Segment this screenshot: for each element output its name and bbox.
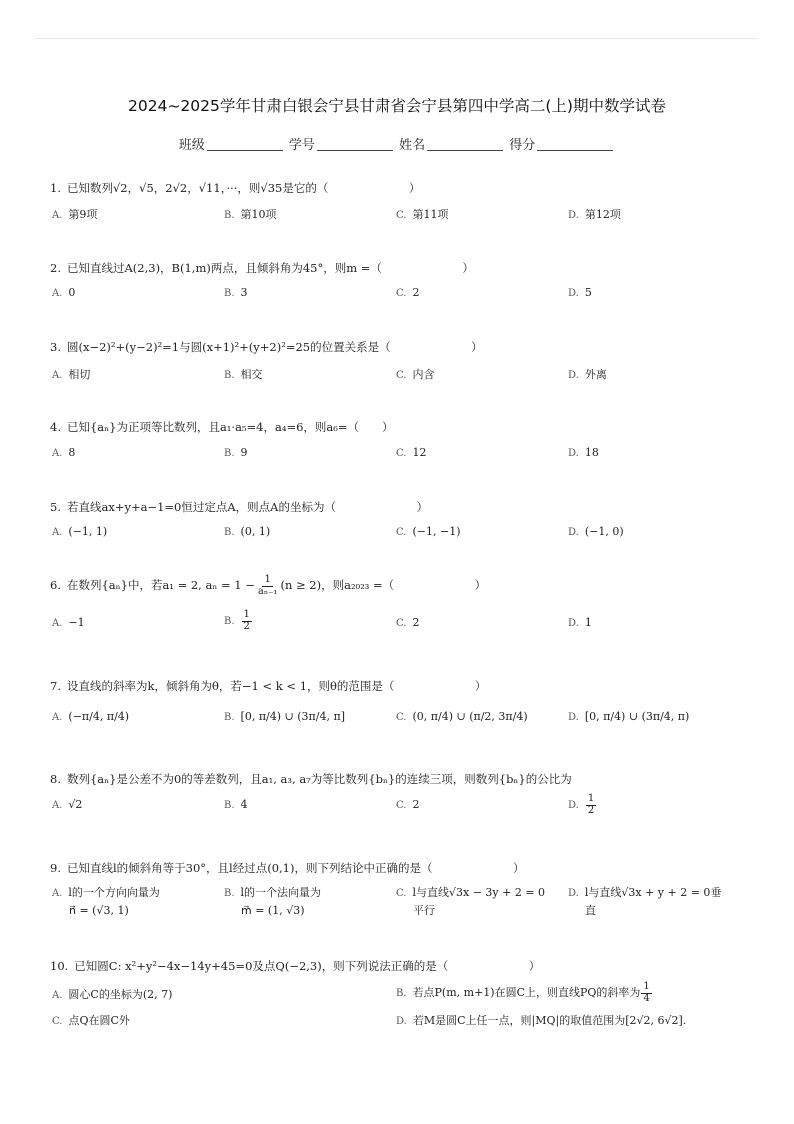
option-text: 5 (584, 286, 592, 299)
option-text: l的一个法向量为 (240, 886, 322, 899)
option-label: D. (568, 527, 579, 538)
name-label: 姓名 (399, 138, 426, 153)
question-stem: 圆(x−2)²+(y−2)²=1与圆(x+1)²+(y+2)²=25的位置关系是（ ） (66, 340, 483, 354)
option-label: B. (224, 448, 235, 459)
option-text: 2 (412, 798, 420, 811)
question-stem-pre: 在数列{aₙ}中，若a₁ = 2, aₙ = 1 − (66, 578, 255, 592)
option-text: 第9项 (68, 208, 98, 221)
question-number: 8. (50, 772, 61, 786)
option-text: 相切 (68, 368, 91, 381)
option-label: A. (52, 288, 63, 299)
option-7a[interactable] (52, 710, 129, 723)
option-label: C. (396, 370, 407, 381)
option-8a[interactable] (52, 798, 82, 811)
option-label: D. (568, 370, 579, 381)
option-text-line2: 平行 (413, 903, 435, 917)
option-7b[interactable] (224, 710, 345, 723)
option-label: D. (568, 448, 579, 459)
option-label: C. (396, 527, 407, 538)
option-text: [0, π/4) ∪ (3π/4, π] (240, 710, 345, 723)
option-8c[interactable] (396, 798, 419, 811)
header-divider (36, 38, 758, 39)
question-number: 6. (50, 578, 61, 592)
option-label: B. (224, 888, 235, 899)
question-number: 9. (50, 861, 61, 875)
option-fraction (242, 610, 252, 632)
option-text: (−1, 1) (68, 525, 108, 538)
option-1a[interactable] (52, 206, 97, 222)
option-text-line2: 直 (585, 903, 596, 917)
option-label: A. (52, 527, 63, 538)
option-label: D. (568, 288, 579, 299)
class-label: 班级 (178, 138, 205, 153)
option-label: C. (396, 712, 407, 723)
option-label: B. (224, 210, 235, 221)
question-number: 7. (50, 679, 61, 693)
frac-numerator: 1 (243, 609, 250, 620)
option-label: A. (52, 712, 63, 723)
question-number: 1. (50, 181, 61, 195)
option-text: 18 (584, 446, 599, 459)
option-4a[interactable] (52, 446, 75, 459)
option-text: (−π/4, π/4) (68, 710, 130, 723)
option-label: A. (52, 618, 63, 629)
option-1d[interactable] (568, 206, 621, 222)
option-label: D. (396, 1016, 407, 1027)
option-10b[interactable] (396, 982, 653, 1004)
question-number: 10. (50, 959, 69, 973)
option-text: 8 (68, 446, 76, 459)
option-text: 2 (412, 616, 420, 629)
option-text: 第11项 (412, 208, 449, 221)
option-5c[interactable] (396, 525, 461, 538)
option-label: D. (568, 888, 579, 899)
frac-numerator: 1 (643, 981, 650, 992)
question-stem: 若直线ax+y+a−1=0恒过定点A，则点A的坐标为（ ） (66, 500, 428, 514)
option-10c[interactable] (52, 1012, 130, 1028)
option-label: A. (52, 990, 63, 1001)
option-7d[interactable] (568, 710, 689, 723)
option-text: 点Q在圆C外 (68, 1014, 130, 1027)
option-text: 0 (68, 286, 76, 299)
question-1 (50, 180, 420, 196)
score-blank[interactable] (537, 138, 613, 151)
question-stem: 已知直线l的倾斜角等于30°，且l经过点(0,1)，则下列结论中正确的是（ ） (66, 861, 525, 875)
option-label: A. (52, 800, 63, 811)
option-text-line2: m⃗ = (1, √3) (241, 903, 305, 917)
option-4d[interactable] (568, 446, 599, 459)
option-label: A. (52, 448, 63, 459)
question-9 (50, 860, 524, 876)
question-7 (50, 678, 486, 694)
option-text: 圆心C的坐标为(2, 7) (68, 988, 173, 1001)
option-text: (0, π/4) ∪ (π/2, 3π/4) (412, 710, 528, 723)
option-6c[interactable] (396, 616, 419, 629)
question-5 (50, 499, 428, 515)
option-text: 12 (412, 446, 427, 459)
option-9b[interactable] (224, 884, 321, 919)
option-2c[interactable] (396, 286, 419, 299)
option-6d[interactable] (568, 616, 592, 629)
option-8b[interactable] (224, 798, 248, 811)
option-label: D. (568, 712, 579, 723)
option-3d[interactable] (568, 366, 607, 382)
option-label: A. (52, 888, 63, 899)
option-text: 第12项 (584, 208, 621, 221)
option-label: C. (396, 888, 407, 899)
option-text: l与直线√3x + y + 2 = 0垂 (584, 886, 722, 899)
question-number: 5. (50, 500, 61, 514)
question-2 (50, 260, 474, 276)
class-blank[interactable] (207, 138, 283, 151)
option-6b[interactable] (224, 610, 253, 632)
question-stem: 已知{aₙ}为正项等比数列，且a₁·a₅=4，a₄=6，则a₆=（ ） (66, 420, 394, 434)
option-9c[interactable] (396, 884, 545, 919)
option-text: 3 (240, 286, 248, 299)
option-6a[interactable] (52, 616, 85, 629)
option-fraction (641, 982, 651, 1004)
option-fraction (586, 794, 596, 816)
option-label: C. (396, 288, 407, 299)
option-text: 1 (584, 616, 592, 629)
option-text: 若M是圆C上任一点，则|MQ|的取值范围为[2√2, 6√2]. (412, 1014, 687, 1027)
option-label: B. (224, 800, 235, 811)
option-9d[interactable] (568, 884, 721, 919)
option-text: 相交 (240, 368, 263, 381)
option-2d[interactable] (568, 286, 592, 299)
question-stem: 已知圆C: x²+y²−4x−14y+45=0及点Q(−2,3)，则下列说法正确的是（ ） (74, 959, 541, 973)
frac-denominator: 4 (643, 992, 650, 1004)
option-text-line2: n⃗ = (√3, 1) (69, 903, 129, 917)
question-stem: 已知直线过A(2,3)，B(1,m)两点，且倾斜角为45°，则m =（ ） (66, 261, 474, 275)
student-info-line (0, 134, 794, 153)
option-text: (−1, −1) (412, 525, 461, 538)
option-5d[interactable] (568, 525, 624, 538)
option-label: D. (568, 800, 579, 811)
option-9a[interactable] (52, 884, 160, 919)
option-text: 若点P(m, m+1)在圆C上，则直线PQ的斜率为 (412, 986, 641, 999)
option-label: D. (568, 210, 579, 221)
frac-denominator: 2 (243, 620, 250, 632)
question-stem: 已知数列√2，√5，2√2，√11，···，则√35是它的（ ） (66, 181, 421, 195)
option-text: −1 (68, 616, 85, 629)
option-4c[interactable] (396, 446, 426, 459)
option-5b[interactable] (224, 525, 270, 538)
option-7c[interactable] (396, 710, 528, 723)
option-10a[interactable] (52, 986, 172, 1002)
option-text: 2 (412, 286, 420, 299)
question-8 (50, 771, 572, 787)
option-label: C. (52, 1016, 63, 1027)
option-2b[interactable] (224, 286, 248, 299)
question-10 (50, 958, 540, 974)
question-stem-post: (n ≥ 2)，则a₂₀₂₃ =（ ） (280, 578, 487, 592)
option-label: C. (396, 618, 407, 629)
option-text: l与直线√3x − 3y + 2 = 0 (412, 886, 546, 899)
stem-fraction (256, 575, 280, 597)
name-blank[interactable] (427, 138, 503, 151)
option-label: C. (396, 210, 407, 221)
option-2a[interactable] (52, 286, 75, 299)
option-label: A. (52, 370, 63, 381)
option-text: 外离 (584, 368, 607, 381)
option-4b[interactable] (224, 446, 248, 459)
option-label: B. (224, 616, 235, 627)
question-number: 3. (50, 340, 61, 354)
number-label: 学号 (288, 138, 315, 153)
option-1c[interactable] (396, 206, 448, 222)
option-5a[interactable] (52, 525, 107, 538)
option-8d[interactable] (568, 794, 597, 816)
option-label: C. (396, 448, 407, 459)
frac-denominator: aₙ₋₁ (257, 585, 278, 597)
question-4 (50, 419, 394, 435)
option-label: C. (396, 800, 407, 811)
option-label: B. (396, 988, 407, 999)
option-label: B. (224, 527, 235, 538)
frac-numerator: 1 (264, 574, 271, 585)
frac-numerator: 1 (587, 793, 595, 804)
option-text: 第10项 (240, 208, 277, 221)
frac-denominator: 2 (587, 804, 595, 816)
number-blank[interactable] (317, 138, 393, 151)
option-text: √2 (68, 798, 83, 811)
question-number: 2. (50, 261, 61, 275)
option-text: 内含 (412, 368, 435, 381)
question-6 (50, 575, 486, 597)
score-label: 得分 (509, 138, 536, 153)
question-stem: 设直线的斜率为k，倾斜角为θ，若−1 < k < 1，则θ的范围是（ ） (66, 679, 487, 693)
exam-title: 2024~2025学年甘肃白银会宁县甘肃省会宁县第四中学高二(上)期中数学试卷 (128, 97, 666, 115)
question-stem: 数列{aₙ}是公差不为0的等差数列，且a₁, a₃, a₇为等比数列{bₙ}的连续三项，则数列{bₙ}的公比为 (66, 772, 572, 786)
question-number: 4. (50, 420, 61, 434)
option-label: D. (568, 618, 579, 629)
option-text: (0, 1) (240, 525, 271, 538)
option-3b[interactable] (224, 366, 263, 382)
option-1b[interactable] (224, 206, 277, 222)
option-label: A. (52, 210, 63, 221)
option-text: (−1, 0) (584, 525, 624, 538)
option-label: B. (224, 712, 235, 723)
option-3c[interactable] (396, 366, 434, 382)
option-text: 4 (240, 798, 248, 811)
option-text: 9 (240, 446, 248, 459)
option-text: [0, π/4) ∪ (3π/4, π) (584, 710, 690, 723)
option-label: B. (224, 288, 235, 299)
question-3 (50, 339, 483, 355)
option-text: l的一个方向向量为 (68, 886, 160, 899)
option-3a[interactable] (52, 366, 90, 382)
option-10d[interactable] (396, 1012, 686, 1028)
option-label: B. (224, 370, 235, 381)
